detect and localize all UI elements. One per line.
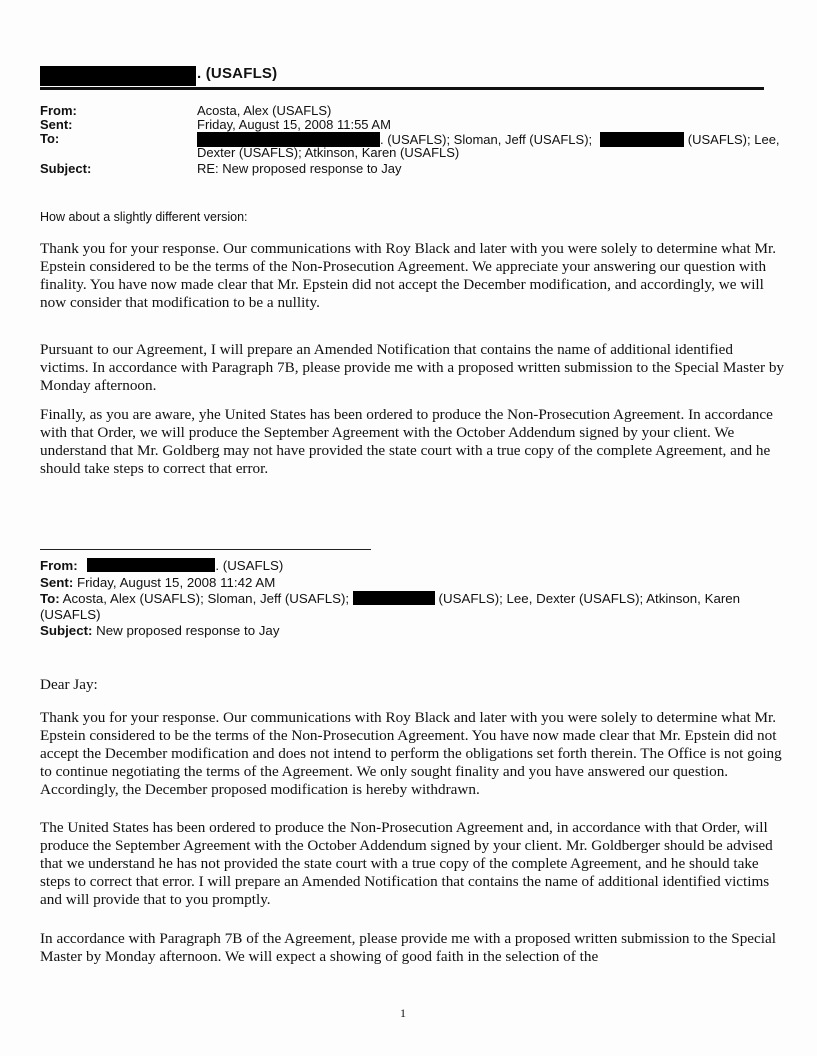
sent-label: Sent:: [40, 117, 73, 132]
to-label: To:: [40, 131, 60, 146]
fwd-to-value-b: (USAFLS); Lee, Dexter (USAFLS); Atkinson, Karen: [438, 591, 741, 606]
from-label: From:: [40, 103, 77, 118]
original-body: [40, 819, 785, 909]
subject-label: Subject:: [40, 161, 92, 176]
sent-value: Friday, August 15, 2008 11:55 AM: [197, 117, 391, 132]
reply-body: [40, 406, 785, 478]
fwd-to-row-2: [40, 606, 101, 623]
subject-value: RE: New proposed response to Jay: [197, 161, 402, 176]
fwd-from-value: . (USAFLS): [215, 558, 284, 573]
reply-body: [40, 240, 785, 312]
fwd-to-label: To:: [40, 591, 60, 606]
original-body: [40, 709, 785, 799]
salutation-text: Dear Jay:: [40, 676, 98, 693]
fwd-to-row: [40, 590, 740, 607]
page-number: 1: [400, 1006, 406, 1020]
forward-divider: [40, 549, 371, 550]
fwd-to-value-a: Acosta, Alex (USAFLS); Sloman, Jeff (USAFLS);: [62, 591, 350, 606]
redaction-bar: [353, 591, 435, 605]
from-value: Acosta, Alex (USAFLS): [197, 103, 332, 118]
reply-paragraph: Pursuant to our Agreement, I will prepare an Amended Notification that contains the name of additional identified victims. In accordance with Paragraph 7B, please provide me with a proposed written submission to the Special Master by Monday afternoon.: [40, 341, 785, 394]
fwd-subject-label: Subject:: [40, 623, 93, 638]
email-header-title: . (USAFLS): [197, 65, 278, 82]
fwd-sent-row: [40, 574, 275, 591]
fwd-to-value-c: (USAFLS): [40, 607, 101, 622]
original-paragraph: The United States has been ordered to produce the Non-Prosecution Agreement and, in accordance with that Order, will produce the September Agreement with the October Addendum signed by your client. Mr. Goldberger should be advised that we understand he has not provided the state court with a true copy of the complete Agreement, and he should take steps to correct that error. I will prepare an Amended Notification that contains the name of additional identified victims and will provide that to you promptly.: [40, 819, 773, 908]
original-paragraph: In accordance with Paragraph 7B of the Agreement, please provide me with a proposed written submission to the Special Master by Monday afternoon. We will expect a showing of good faith in the selection of the: [40, 930, 776, 965]
header-rule: [40, 87, 764, 90]
fwd-from-row: [40, 557, 283, 574]
redaction-bar: [87, 558, 215, 572]
original-body: [40, 930, 785, 966]
original-paragraph: Thank you for your response. Our communications with Roy Black and later with you were solely to determine what Mr. Epstein considered to be the terms of the Non-Prosecution Agreement. You have now made clear that Mr. Epstein did not accept the December modification and does not intend to perform the obligations set forth therein. The Office is not going to continue negotiating the terms of the Agreement. We only sought finality and you have answered our question. Accordingly, the December proposed modification is hereby withdrawn.: [40, 709, 782, 798]
fwd-subject-row: [40, 622, 279, 639]
reply-body: [40, 341, 785, 395]
fwd-subject-value: New proposed response to Jay: [96, 623, 280, 638]
redaction-bar: [40, 66, 196, 86]
to-value-1a: . (USAFLS); Sloman, Jeff (USAFLS);: [380, 132, 593, 147]
to-value-2: Dexter (USAFLS); Atkinson, Karen (USAFLS): [197, 145, 460, 160]
to-value-1b: (USAFLS); Lee,: [687, 132, 780, 147]
fwd-sent-value: Friday, August 15, 2008 11:42 AM: [76, 575, 276, 590]
intro-line: How about a slightly different version:: [40, 210, 248, 224]
redaction-bar: [600, 132, 684, 147]
reply-paragraph: Finally, as you are aware, yhe United States has been ordered to produce the Non-Prosecution Agreement. In accordance with that Order, we will produce the September Agreement with the October Addendum signed by your client. We understand that Mr. Goldberg may not have provided the state court with a true copy of the complete Agreement, and he should take steps to correct that error.: [40, 406, 773, 477]
fwd-sent-label: Sent:: [40, 575, 74, 590]
salutation: [40, 676, 785, 694]
reply-paragraph: Thank you for your response. Our communications with Roy Black and later with you were solely to determine what Mr. Epstein considered to be the terms of the Non-Prosecution Agreement. We appreciate your answering our question with finality. You have now made clear that Mr. Epstein did not accept the December modification, and accordingly, we will now consider that modification to be a nullity.: [40, 240, 777, 311]
fwd-from-label: From:: [40, 558, 78, 573]
